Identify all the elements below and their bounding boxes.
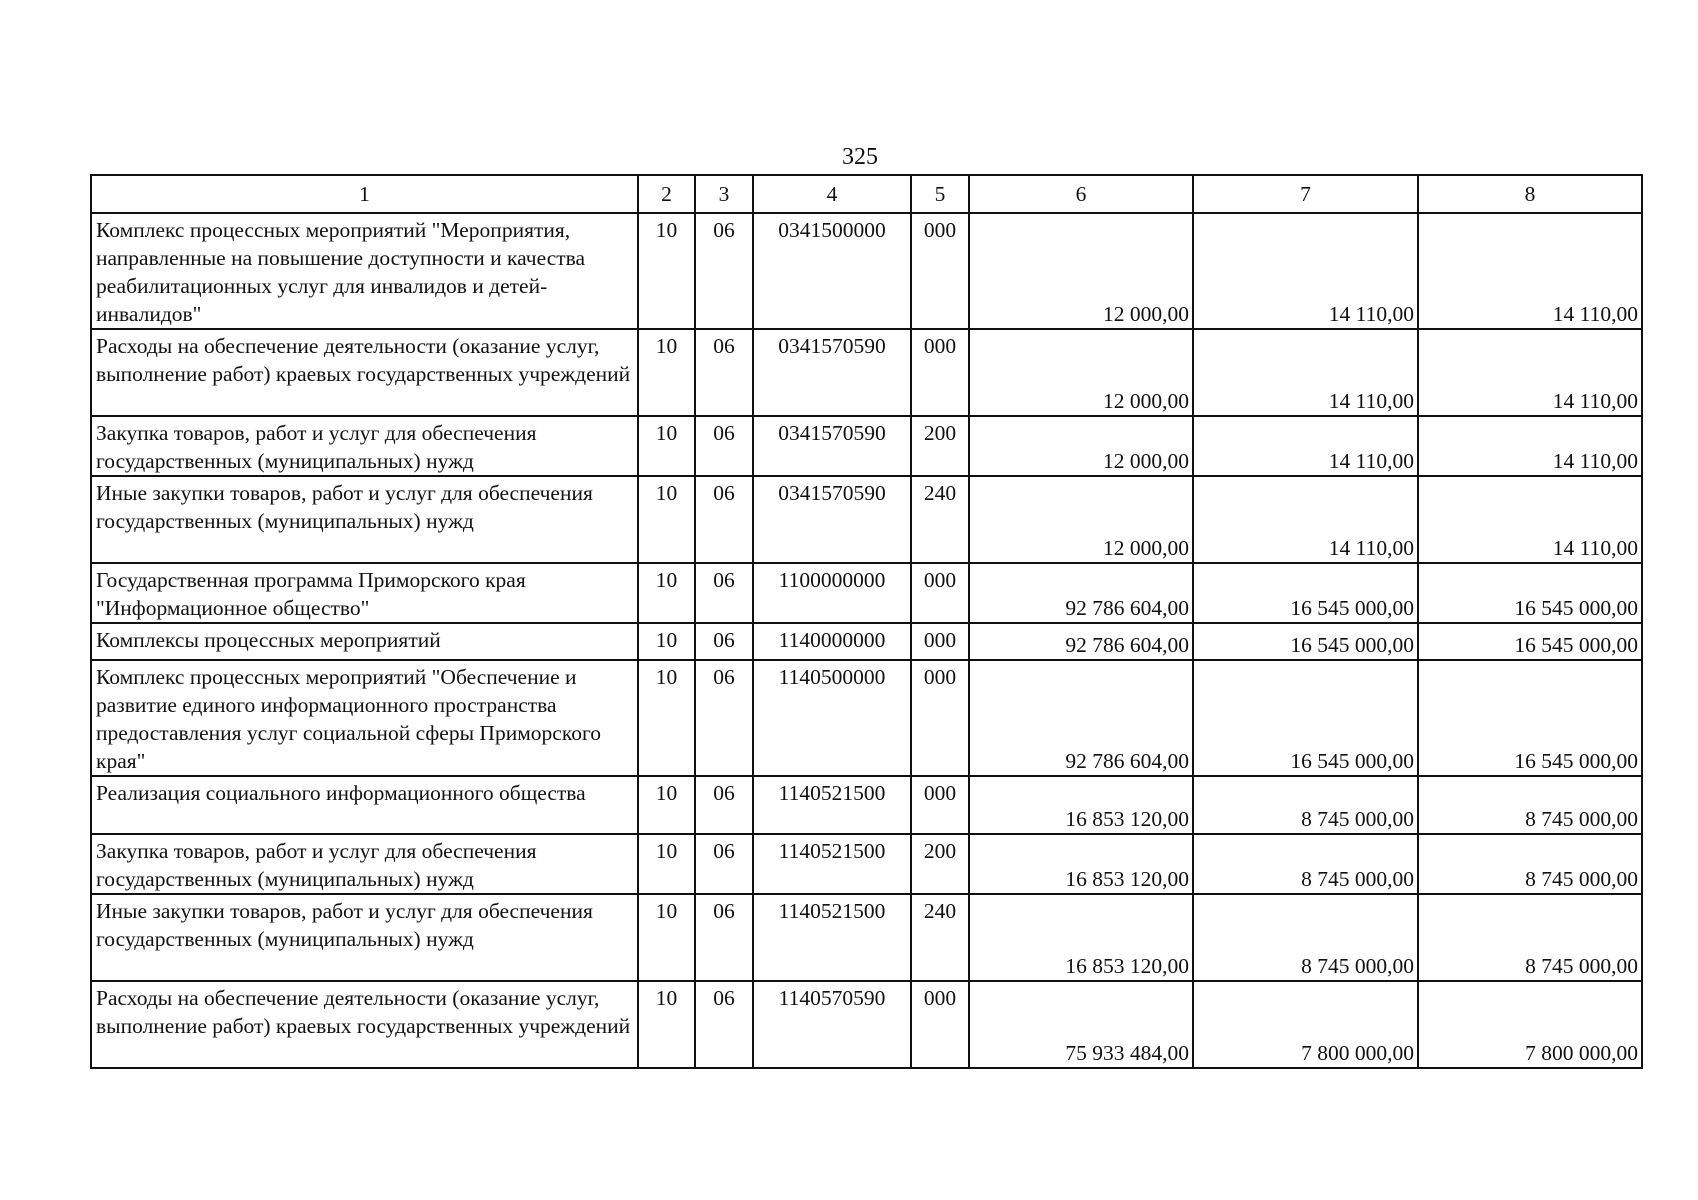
cell-section: 10 (638, 416, 695, 476)
cell-expense-name: Расходы на обеспечение деятельности (оказание услуг, выполнение работ) краевых государственных учреждений (91, 981, 638, 1068)
cell-amount: 14 110,00 (1418, 213, 1642, 329)
cell-subsection: 06 (695, 776, 753, 834)
cell-amount: 16 545 000,00 (1193, 563, 1418, 623)
cell-subsection: 06 (695, 476, 753, 563)
cell-subsection: 06 (695, 563, 753, 623)
cell-expense-name: Закупка товаров, работ и услуг для обеспечения государственных (муниципальных) нужд (91, 416, 638, 476)
column-header: 7 (1193, 175, 1418, 213)
cell-subsection: 06 (695, 623, 753, 660)
cell-amount: 8 745 000,00 (1193, 834, 1418, 894)
cell-amount: 92 786 604,00 (969, 563, 1193, 623)
table-row (91, 213, 1642, 329)
table-row (91, 834, 1642, 894)
cell-amount: 8 745 000,00 (1418, 894, 1642, 981)
column-header: 1 (91, 175, 638, 213)
cell-target-article: 1140570590 (753, 981, 911, 1068)
cell-target-article: 1140000000 (753, 623, 911, 660)
cell-amount: 16 545 000,00 (1418, 623, 1642, 660)
cell-amount: 14 110,00 (1418, 476, 1642, 563)
cell-amount: 14 110,00 (1193, 213, 1418, 329)
cell-target-article: 0341570590 (753, 476, 911, 563)
cell-amount: 16 545 000,00 (1418, 660, 1642, 776)
cell-expense-name: Закупка товаров, работ и услуг для обеспечения государственных (муниципальных) нужд (91, 834, 638, 894)
cell-expense-type: 200 (911, 416, 969, 476)
cell-subsection: 06 (695, 329, 753, 416)
column-header: 8 (1418, 175, 1642, 213)
cell-expense-type: 200 (911, 834, 969, 894)
cell-amount: 14 110,00 (1193, 476, 1418, 563)
column-header: 2 (638, 175, 695, 213)
cell-amount: 14 110,00 (1193, 329, 1418, 416)
cell-expense-type: 240 (911, 894, 969, 981)
cell-section: 10 (638, 660, 695, 776)
table-row (91, 981, 1642, 1068)
cell-amount: 8 745 000,00 (1418, 776, 1642, 834)
cell-section: 10 (638, 981, 695, 1068)
cell-subsection: 06 (695, 416, 753, 476)
cell-expense-name: Иные закупки товаров, работ и услуг для обеспечения государственных (муниципальных) нужд (91, 476, 638, 563)
cell-amount: 8 745 000,00 (1418, 834, 1642, 894)
cell-section: 10 (638, 834, 695, 894)
cell-subsection: 06 (695, 660, 753, 776)
cell-target-article: 0341570590 (753, 329, 911, 416)
table-row (91, 416, 1642, 476)
cell-expense-name: Комплекс процессных мероприятий "Обеспечение и развитие единого информационного пространства предоставления услуг социальной сферы Приморского края" (91, 660, 638, 776)
table-header-row (91, 175, 1642, 213)
table-row (91, 329, 1642, 416)
cell-amount: 14 110,00 (1418, 416, 1642, 476)
cell-subsection: 06 (695, 894, 753, 981)
cell-expense-type: 000 (911, 981, 969, 1068)
cell-expense-type: 000 (911, 660, 969, 776)
cell-expense-type: 240 (911, 476, 969, 563)
cell-amount: 8 745 000,00 (1193, 894, 1418, 981)
cell-target-article: 0341500000 (753, 213, 911, 329)
column-header: 6 (969, 175, 1193, 213)
cell-target-article: 1140500000 (753, 660, 911, 776)
table-row (91, 623, 1642, 660)
cell-expense-name: Государственная программа Приморского края "Информационное общество" (91, 563, 638, 623)
cell-expense-type: 000 (911, 563, 969, 623)
cell-expense-type: 000 (911, 213, 969, 329)
cell-amount: 92 786 604,00 (969, 660, 1193, 776)
cell-target-article: 1100000000 (753, 563, 911, 623)
cell-section: 10 (638, 563, 695, 623)
cell-expense-name: Комплекс процессных мероприятий "Мероприятия, направленные на повышение доступности и качества реабилитационных услуг для инвалидов и детей-инвалидов" (91, 213, 638, 329)
cell-section: 10 (638, 476, 695, 563)
cell-subsection: 06 (695, 981, 753, 1068)
cell-expense-type: 000 (911, 776, 969, 834)
cell-section: 10 (638, 213, 695, 329)
cell-amount: 16 545 000,00 (1193, 660, 1418, 776)
table-row (91, 476, 1642, 563)
cell-section: 10 (638, 623, 695, 660)
cell-amount: 7 800 000,00 (1418, 981, 1642, 1068)
cell-amount: 92 786 604,00 (969, 623, 1193, 660)
cell-expense-name: Комплексы процессных мероприятий (91, 623, 638, 660)
table-row (91, 563, 1642, 623)
table-row (91, 776, 1642, 834)
page-number: 325 (842, 144, 878, 170)
cell-target-article: 1140521500 (753, 776, 911, 834)
cell-expense-type: 000 (911, 623, 969, 660)
cell-target-article: 1140521500 (753, 834, 911, 894)
cell-section: 10 (638, 776, 695, 834)
cell-amount: 16 853 120,00 (969, 834, 1193, 894)
cell-expense-name: Иные закупки товаров, работ и услуг для обеспечения государственных (муниципальных) нужд (91, 894, 638, 981)
cell-amount: 12 000,00 (969, 329, 1193, 416)
column-header: 5 (911, 175, 969, 213)
cell-expense-type: 000 (911, 329, 969, 416)
cell-amount: 16 853 120,00 (969, 894, 1193, 981)
column-header: 3 (695, 175, 753, 213)
cell-section: 10 (638, 894, 695, 981)
cell-amount: 16 545 000,00 (1193, 623, 1418, 660)
budget-table (90, 174, 1643, 1069)
cell-amount: 12 000,00 (969, 476, 1193, 563)
table-body (91, 213, 1642, 1068)
cell-amount: 8 745 000,00 (1193, 776, 1418, 834)
cell-amount: 12 000,00 (969, 213, 1193, 329)
cell-subsection: 06 (695, 213, 753, 329)
cell-section: 10 (638, 329, 695, 416)
cell-amount: 7 800 000,00 (1193, 981, 1418, 1068)
cell-amount: 12 000,00 (969, 416, 1193, 476)
cell-target-article: 1140521500 (753, 894, 911, 981)
cell-target-article: 0341570590 (753, 416, 911, 476)
cell-amount: 14 110,00 (1193, 416, 1418, 476)
cell-subsection: 06 (695, 834, 753, 894)
cell-amount: 16 545 000,00 (1418, 563, 1642, 623)
table-row (91, 894, 1642, 981)
cell-expense-name: Реализация социального информационного общества (91, 776, 638, 834)
cell-amount: 14 110,00 (1418, 329, 1642, 416)
table-row (91, 660, 1642, 776)
column-header: 4 (753, 175, 911, 213)
cell-expense-name: Расходы на обеспечение деятельности (оказание услуг, выполнение работ) краевых государственных учреждений (91, 329, 638, 416)
cell-amount: 75 933 484,00 (969, 981, 1193, 1068)
cell-amount: 16 853 120,00 (969, 776, 1193, 834)
